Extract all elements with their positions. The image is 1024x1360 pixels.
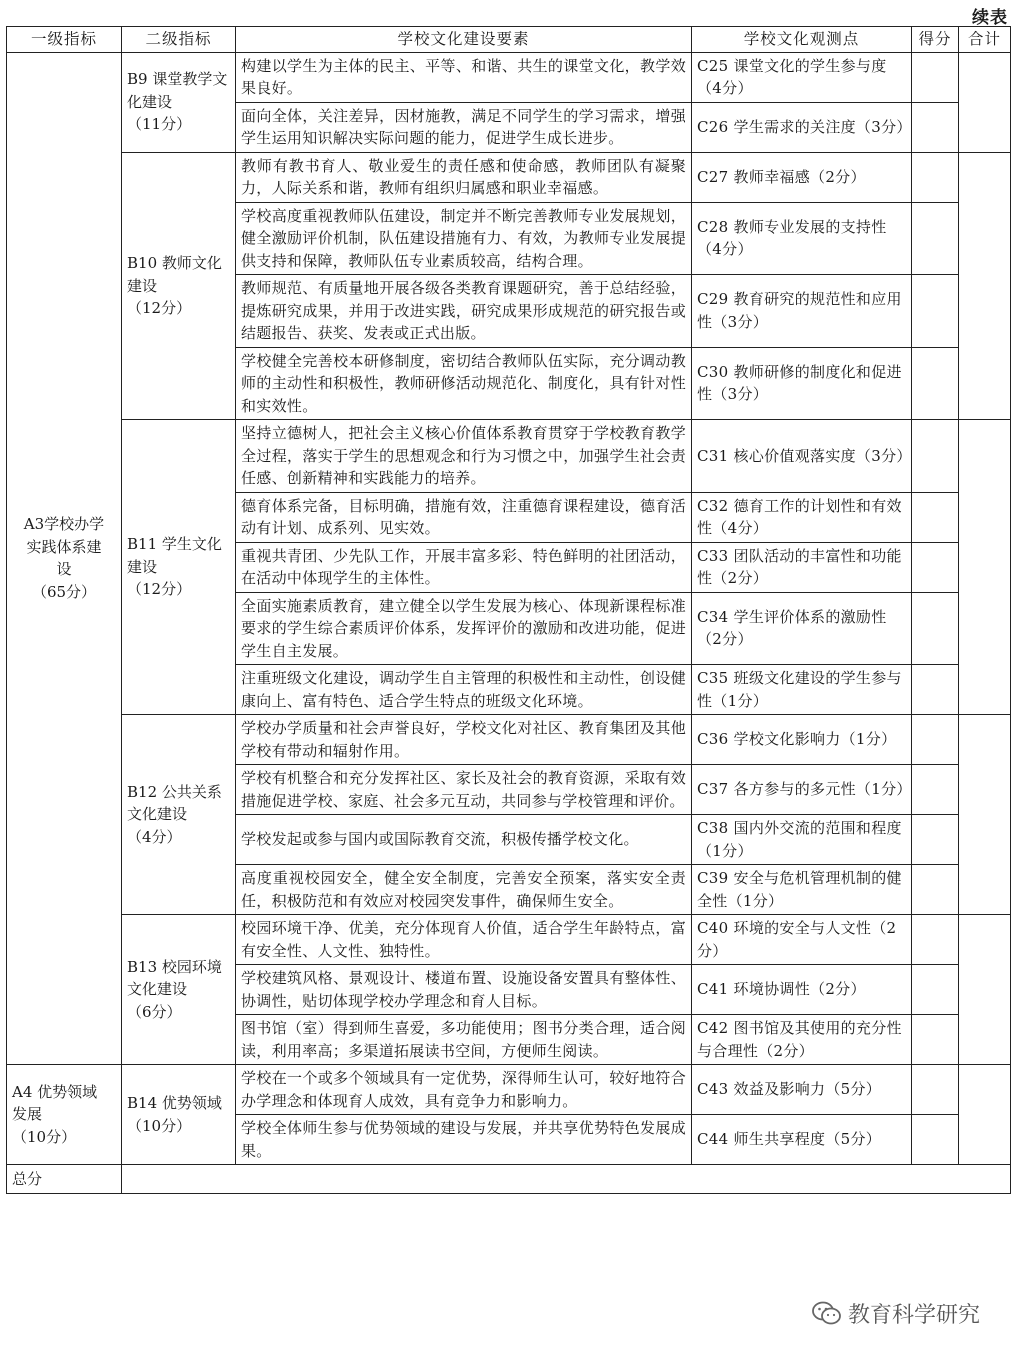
element-cell: 学校健全完善校本研修制度，密切结合教师队伍实际，充分调动教师的主动性和积极性，教师研修活动规范化、制度化，具有针对性和实效性。: [236, 347, 692, 420]
element-cell: 重视共青团、少先队工作，开展丰富多彩、特色鲜明的社团活动，在活动中体现学生的主体性。: [236, 542, 692, 592]
level2-b11: [122, 420, 236, 715]
level2-score: （10分）: [127, 1116, 192, 1135]
level2-title: B9 课堂教学文化建设: [127, 70, 228, 111]
element-cell: 学校有机整合和充分发挥社区、家长及社会的教育资源，采取有效措施促进学校、家庭、社会多元互动，共同参与学校管理和评价。: [236, 765, 692, 815]
observation-cell: C41 环境协调性（2分）: [692, 965, 912, 1015]
total-cell[interactable]: [959, 52, 1011, 152]
score-cell[interactable]: [912, 665, 959, 715]
table-row: [7, 1065, 1011, 1115]
header-total: 合计: [959, 27, 1011, 53]
evaluation-table: [6, 26, 1011, 1194]
watermark-text: 教育科学研究: [848, 1303, 981, 1328]
total-label: 总分: [7, 1165, 122, 1194]
total-cell[interactable]: [959, 1065, 1011, 1165]
observation-cell: C32 德育工作的计划性和有效性（4分）: [692, 492, 912, 542]
element-cell: 面向全体，关注差异，因材施教，满足不同学生的学习需求，增强学生运用知识解决实际问题的能力，促进学生成长进步。: [236, 102, 692, 152]
level1-a4: [7, 1065, 122, 1165]
observation-cell: C37 各方参与的多元性（1分）: [692, 765, 912, 815]
table-caption: 续表: [972, 8, 1008, 28]
element-cell: 学校全体师生参与优势领域的建设与发展，并共享优势特色发展成果。: [236, 1115, 692, 1165]
level2-score: （6分）: [127, 1002, 182, 1021]
element-cell: 学校发起或参与国内或国际教育交流，积极传播学校文化。: [236, 815, 692, 865]
element-cell: 图书馆（室）得到师生喜爱，多功能使用；图书分类合理，适合阅读，利用率高；多渠道拓展读书空间，方便师生阅读。: [236, 1015, 692, 1065]
element-cell: 注重班级文化建设，调动学生自主管理的积极性和主动性，创设健康向上、富有特色、适合学生特点的班级文化环境。: [236, 665, 692, 715]
observation-cell: C43 效益及影响力（5分）: [692, 1065, 912, 1115]
score-cell[interactable]: [912, 52, 959, 102]
total-cell[interactable]: [959, 715, 1011, 915]
level2-title: B13 校园环境文化建设: [127, 957, 222, 999]
element-cell: 学校高度重视教师队伍建设，制定并不断完善教师专业发展规划，健全激励评价机制，队伍建设措施有力、有效，为教师专业发展提供支持和保障，教师队伍专业素质较高，结构合理。: [236, 202, 692, 275]
observation-cell: C25 课堂文化的学生参与度（4分）: [692, 52, 912, 102]
element-cell: 高度重视校园安全，健全安全制度，完善安全预案，落实安全责任，积极防范和有效应对校园突发事件，确保师生安全。: [236, 865, 692, 915]
table-row: [7, 152, 1011, 202]
score-cell[interactable]: [912, 102, 959, 152]
level2-b12: [122, 715, 236, 915]
level1-a4-line: A4 优势领域: [12, 1082, 98, 1101]
level2-title: B11 学生文化建设: [127, 535, 222, 576]
element-cell: 德育体系完备，目标明确，措施有效，注重德育课程建设，德育活动有计划、成系列、见实效。: [236, 492, 692, 542]
score-cell[interactable]: [912, 152, 959, 202]
score-cell[interactable]: [912, 347, 959, 420]
element-cell: 学校建筑风格、景观设计、楼道布置、设施设备安置具有整体性、协调性，贴切体现学校办学理念和育人目标。: [236, 965, 692, 1015]
observation-cell: C33 团队活动的丰富性和功能性（2分）: [692, 542, 912, 592]
total-score-cell[interactable]: [122, 1165, 1011, 1194]
level1-a3-line: 设: [56, 560, 72, 579]
level2-b10: [122, 152, 236, 420]
observation-cell: C36 学校文化影响力（1分）: [692, 715, 912, 765]
level2-score: （12分）: [127, 580, 192, 599]
score-cell[interactable]: [912, 865, 959, 915]
observation-cell: C28 教师专业发展的支持性（4分）: [692, 202, 912, 275]
watermark: [812, 1298, 980, 1329]
table-row: [7, 915, 1011, 965]
score-cell[interactable]: [912, 1015, 959, 1065]
element-cell: 学校在一个或多个领域具有一定优势，深得师生认可，较好地符合办学理念和体现育人成效，具有竞争力和影响力。: [236, 1065, 692, 1115]
level1-a3-score: （65分）: [31, 582, 97, 601]
header-observation: 学校文化观测点: [692, 27, 912, 53]
level2-score: （12分）: [127, 299, 192, 317]
score-cell[interactable]: [912, 815, 959, 865]
level2-b13: [122, 915, 236, 1065]
element-cell: 校园环境干净、优美，充分体现育人价值，适合学生年龄特点，富有安全性、人文性、独特性。: [236, 915, 692, 965]
observation-cell: C31 核心价值观落实度（3分）: [692, 420, 912, 493]
observation-cell: C40 环境的安全与人文性（2分）: [692, 915, 912, 965]
score-cell[interactable]: [912, 915, 959, 965]
element-cell: 全面实施素质教育，建立健全以学生发展为核心、体现新课程标准要求的学生综合素质评价体系，发挥评价的激励和改进功能，促进学生自主发展。: [236, 592, 692, 665]
element-cell: 教师有教书育人、敬业爱生的责任感和使命感，教师团队有凝聚力，人际关系和谐，教师有组织归属感和职业幸福感。: [236, 152, 692, 202]
observation-cell: C30 教师研修的制度化和促进性（3分）: [692, 347, 912, 420]
score-cell[interactable]: [912, 542, 959, 592]
element-cell: 构建以学生为主体的民主、平等、和谐、共生的课堂文化，教学效果良好。: [236, 52, 692, 102]
score-cell[interactable]: [912, 492, 959, 542]
header-elements: 学校文化建设要素: [236, 27, 692, 53]
level1-a4-score: （10分）: [12, 1127, 77, 1146]
score-cell[interactable]: [912, 592, 959, 665]
level1-a3-line: A3学校办学: [23, 515, 105, 534]
level1-a3-line: 实践体系建: [26, 537, 102, 556]
level1-a3: [7, 52, 122, 1065]
observation-cell: C38 国内外交流的范围和程度（1分）: [692, 815, 912, 865]
table-row: [7, 420, 1011, 493]
header-score: 得分: [912, 27, 959, 53]
total-cell[interactable]: [959, 915, 1011, 1065]
header-row: [7, 27, 1011, 53]
level2-b9: [122, 52, 236, 152]
level2-score: （4分）: [127, 827, 182, 846]
table-row: [7, 52, 1011, 102]
total-cell[interactable]: [959, 420, 1011, 715]
observation-cell: C44 师生共享程度（5分）: [692, 1115, 912, 1165]
score-cell[interactable]: [912, 715, 959, 765]
total-cell[interactable]: [959, 152, 1011, 420]
table-row: [7, 715, 1011, 765]
score-cell[interactable]: [912, 202, 959, 275]
element-cell: 教师规范、有质量地开展各级各类教育课题研究，善于总结经验，提炼研究成果，并用于改进实践，研究成果形成规范的研究报告或结题报告、获奖、发表或正式出版。: [236, 275, 692, 348]
observation-cell: C27 教师幸福感（2分）: [692, 152, 912, 202]
level2-score: （11分）: [127, 115, 192, 134]
level2-title: B10 教师文化建设: [127, 254, 222, 295]
level2-title: B12 公共关系文化建设: [127, 782, 222, 824]
observation-cell: C35 班级文化建设的学生参与性（1分）: [692, 665, 912, 715]
observation-cell: C39 安全与危机管理机制的健全性（1分）: [692, 865, 912, 915]
level2-title: B14 优势领域: [127, 1094, 222, 1112]
observation-cell: C26 学生需求的关注度（3分）: [692, 102, 912, 152]
level2-b14: [122, 1065, 236, 1165]
level1-a4-line: 发展: [12, 1105, 43, 1124]
observation-cell: C42 图书馆及其使用的充分性与合理性（2分）: [692, 1015, 912, 1065]
observation-cell: C34 学生评价体系的激励性（2分）: [692, 592, 912, 665]
header-level2: 二级指标: [122, 27, 236, 53]
header-level1: 一级指标: [7, 27, 122, 53]
score-cell[interactable]: [912, 765, 959, 815]
score-cell[interactable]: [912, 275, 959, 348]
score-cell[interactable]: [912, 1115, 959, 1165]
observation-cell: C29 教育研究的规范性和应用性（3分）: [692, 275, 912, 348]
score-cell[interactable]: [912, 965, 959, 1015]
element-cell: 学校办学质量和社会声誉良好，学校文化对社区、教育集团及其他学校有带动和辐射作用。: [236, 715, 692, 765]
wechat-icon: [812, 1301, 842, 1327]
element-cell: 坚持立德树人，把社会主义核心价值体系教育贯穿于学校教育教学全过程，落实于学生的思想观念和行为习惯之中，加强学生社会责任感、创新精神和实践能力的培养。: [236, 420, 692, 493]
total-row: [7, 1165, 1011, 1194]
score-cell[interactable]: [912, 420, 959, 493]
score-cell[interactable]: [912, 1065, 959, 1115]
